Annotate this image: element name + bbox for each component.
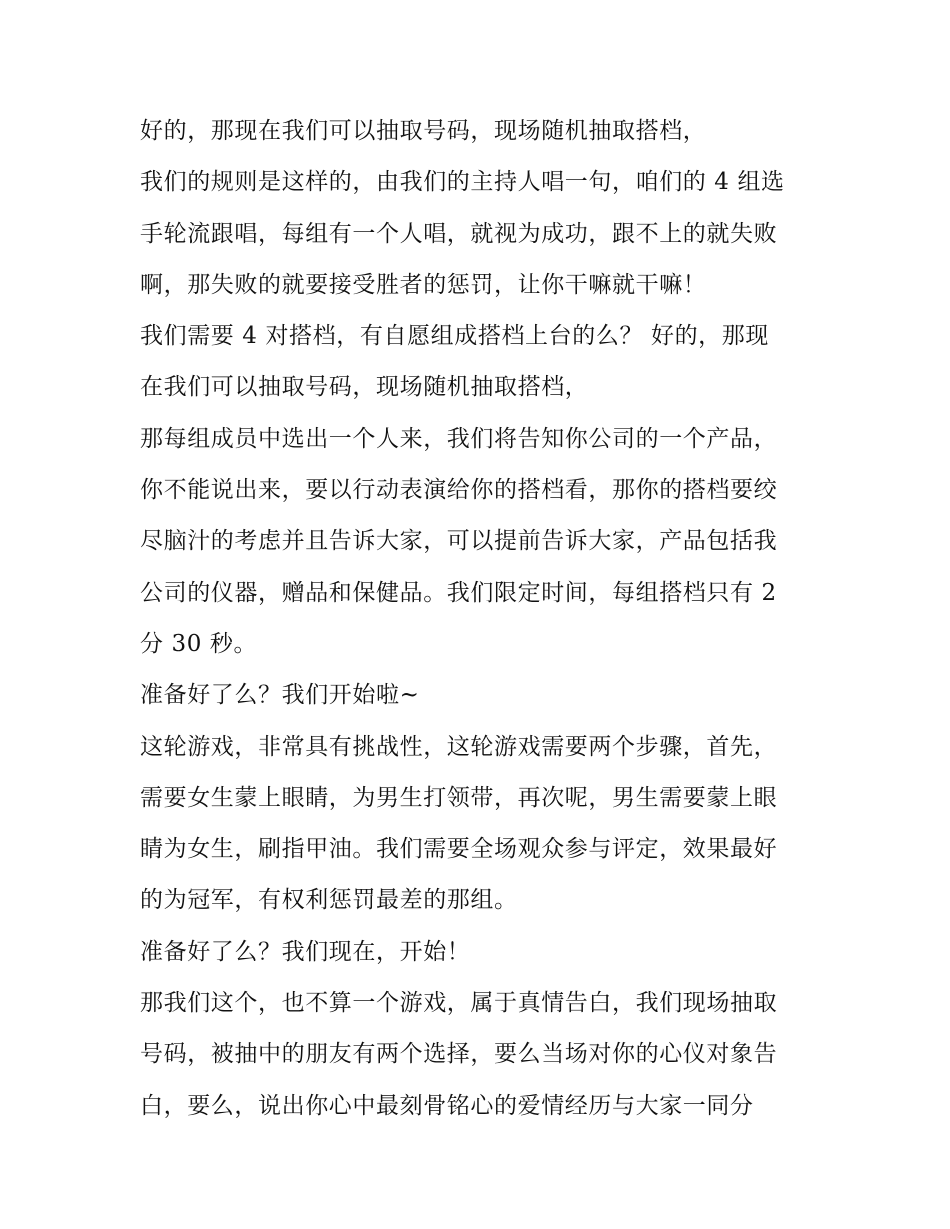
text-line: 那我们这个，也不算一个游戏，属于真情告白，我们现场抽取 <box>140 990 778 1017</box>
text-line: 白，要么，说出你心中最刻骨铭心的爱情经历与大家一同分 <box>140 1092 754 1119</box>
text-line: 啊，那失败的就要接受胜者的惩罚，让你干嘛就干嘛！ <box>140 271 707 298</box>
text-line: 号码，被抽中的朋友有两个选择，要么当场对你的心仪对象告 <box>140 1041 778 1068</box>
text-line: 准备好了么？我们开始啦~ <box>140 682 420 709</box>
text-line: 睛为女生，刷指甲油。我们需要全场观众参与评定，效果最好 <box>140 836 778 863</box>
text-line: 好的，那现在我们可以抽取号码，现场随机抽取搭档， <box>140 118 707 144</box>
text-line: 在我们可以抽取号码，现场随机抽取搭档， <box>140 374 589 401</box>
text-line: 公司的仪器，赠品和保健品。我们限定时间，每组搭档只有 2 <box>140 579 777 606</box>
document-body <box>140 106 830 1132</box>
text-line: 你不能说出来，要以行动表演给你的搭档看，那你的搭档要绞 <box>140 477 778 504</box>
text-line: 的为冠军，有权利惩罚最差的那组。 <box>140 887 518 914</box>
text-line: 我们需要 4 对搭档，有自愿组成搭档上台的么？ 好的，那现 <box>140 323 769 350</box>
text-line: 这轮游戏，非常具有挑战性，这轮游戏需要两个步骤，首先， <box>140 733 778 760</box>
text-line: 准备好了么？我们现在，开始！ <box>140 938 471 965</box>
text-line: 手轮流跟唱，每组有一个人唱，就视为成功，跟不上的就失败 <box>140 220 778 247</box>
text-line: 尽脑汁的考虑并且告诉大家，可以提前告诉大家，产品包括我 <box>140 528 778 555</box>
text-line: 我们的规则是这样的，由我们的主持人唱一句，咱们的 4 组选 <box>140 169 785 196</box>
text-line: 需要女生蒙上眼睛，为男生打领带，再次呢，男生需要蒙上眼 <box>140 784 778 811</box>
text-line: 分 30 秒。 <box>140 630 258 657</box>
text-line: 那每组成员中选出一个人来，我们将告知你公司的一个产品， <box>140 425 778 452</box>
